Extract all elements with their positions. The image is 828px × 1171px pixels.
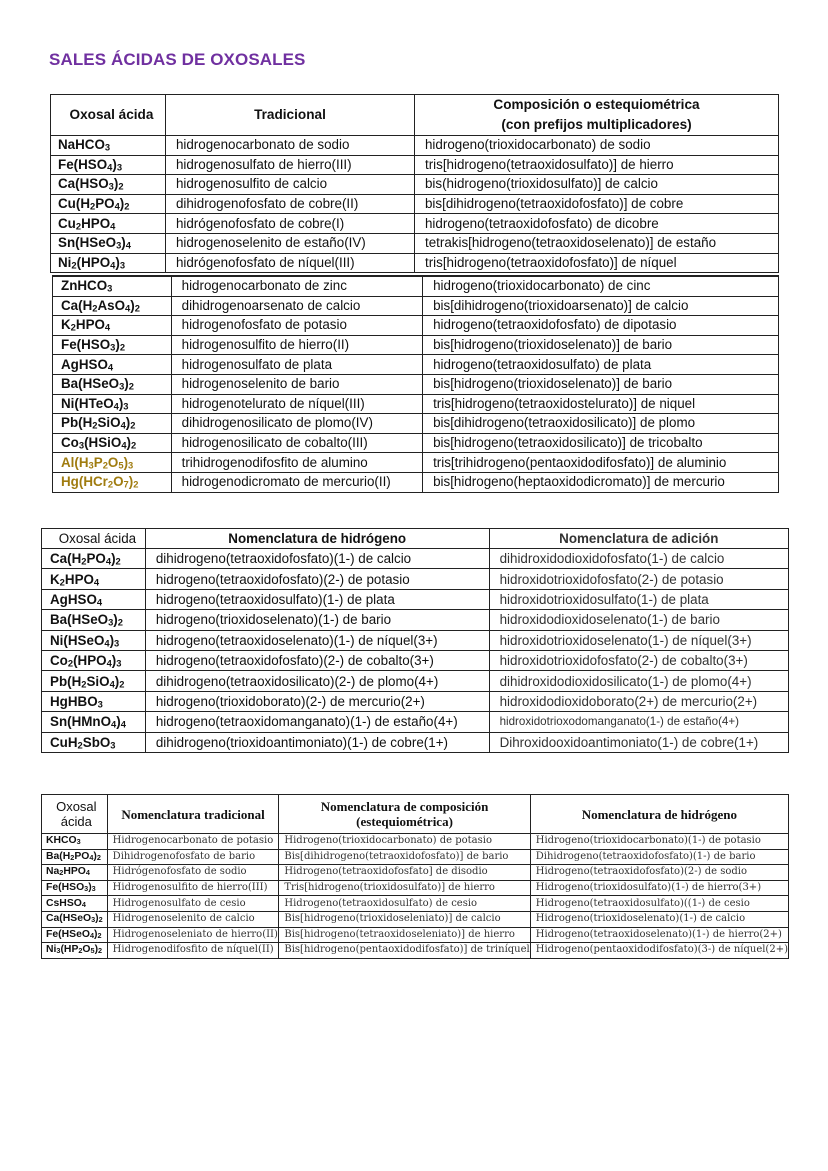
cell-composition-name: tetrakis[hidrogeno(tetraoxidoselenato)] de estaño bbox=[414, 233, 778, 253]
cell-traditional-name: trihidrogenodifosfito de alumino bbox=[171, 453, 422, 473]
table-traditional-composition-hydrogen bbox=[41, 794, 789, 959]
cell-formula: $Fe(HSO_3)_2$ bbox=[53, 335, 172, 355]
cell-addition-name: hidroxidotrioxodomanganato(1-) de estaño(4+) bbox=[489, 712, 788, 732]
table-row bbox=[53, 472, 779, 492]
table-row bbox=[53, 296, 779, 316]
cell-composition-name: hidrogeno(tetraoxidofosfato) de dicobre bbox=[414, 214, 778, 234]
cell-formula: $Sn(HMnO_4)_4$ bbox=[42, 712, 146, 732]
table-row bbox=[42, 896, 789, 912]
cell-traditional-name: Hidrogenocarbonato de potasio bbox=[107, 834, 279, 850]
cell-formula: $Na_2HPO_4$ bbox=[42, 865, 108, 881]
cell-composition-name: hidrogeno(trioxidocarbonato) de sodio bbox=[414, 136, 778, 156]
cell-hydrogen-name: Hidrogeno(pentaoxidodifosfato)(3-) de níquel(2+) bbox=[530, 943, 788, 959]
header-formula-line1: Oxosal bbox=[56, 799, 97, 814]
cell-addition-name: hidroxidotrioxidofosfato(2-) de cobalto(3+) bbox=[489, 650, 788, 670]
cell-composition-name: bis[hidrogeno(trioxidoselenato)] de bario bbox=[423, 374, 779, 394]
cell-composition-name: Bis[hidrogeno(tetraoxidoseleniato)] de hierro bbox=[279, 927, 530, 943]
cell-hydrogen-name: Hidrogeno(trioxidocarbonato)(1-) de potasio bbox=[530, 834, 788, 850]
cell-traditional-name: Hidrógenofosfato de sodio bbox=[107, 865, 279, 881]
table-row bbox=[53, 394, 779, 414]
table-row bbox=[42, 865, 789, 881]
cell-addition-name: Dihroxidooxidoantimoniato(1-) de cobre(1+) bbox=[489, 732, 788, 752]
cell-traditional-name: dihidrogenosilicato de plomo(IV) bbox=[171, 414, 422, 434]
cell-composition-name: bis[dihidrogeno(tetraoxidofosfato)] de cobre bbox=[414, 194, 778, 214]
cell-composition-name: tris[hidrogeno(tetraoxidosulfato)] de hierro bbox=[414, 155, 778, 175]
cell-formula: CsHSO$_4$ bbox=[42, 896, 108, 912]
cell-formula: $Ca(HSeO_3)_2$ bbox=[42, 911, 108, 927]
cell-traditional-name: Hidrogenodifosfito de níquel(II) bbox=[107, 943, 279, 959]
table-row bbox=[53, 374, 779, 394]
cell-hydrogen-name: Hidrogeno(trioxidosulfato)(1-) de hierro(3+) bbox=[530, 880, 788, 896]
header-composition bbox=[414, 95, 778, 136]
cell-traditional-name: Hidrogenoselenito de calcio bbox=[107, 911, 279, 927]
cell-composition-name: bis[hidrogeno(tetraoxidosilicato)] de tricobalto bbox=[423, 433, 779, 453]
table-row bbox=[42, 549, 789, 569]
cell-traditional-name: hidrogenotelurato de níquel(III) bbox=[171, 394, 422, 414]
cell-formula: $Pb(H_2SiO_4)_2$ bbox=[42, 671, 146, 691]
cell-hydrogen-name: hidrogeno(trioxidoborato)(2-) de mercurio(2+) bbox=[145, 691, 489, 711]
cell-traditional-name: Hidrogenoseleniato de hierro(II) bbox=[107, 927, 279, 943]
cell-formula: $Ni_2(HPO_4)_3$ bbox=[51, 253, 166, 273]
cell-hydrogen-name: hidrogeno(tetraoxidoselenato)(1-) de níquel(3+) bbox=[145, 630, 489, 650]
cell-composition-name: bis[dihidrogeno(tetraoxidosilicato)] de plomo bbox=[423, 414, 779, 434]
table-row bbox=[42, 691, 789, 711]
cell-composition-name: bis(hidrogeno(trioxidosulfato)] de calcio bbox=[414, 175, 778, 195]
table-row bbox=[42, 911, 789, 927]
cell-composition-name: hidrogeno(tetraoxidosulfato) de plata bbox=[423, 355, 779, 375]
cell-formula: $Co_2(HPO_4)_3$ bbox=[42, 650, 146, 670]
cell-formula: $KHCO_3$ bbox=[42, 834, 108, 850]
table-row bbox=[51, 136, 779, 156]
header-formula: Oxosal ácida bbox=[51, 95, 166, 136]
cell-formula: $Ca(H_2AsO_4)_2$ bbox=[53, 296, 172, 316]
header-traditional: Nomenclatura tradicional bbox=[107, 795, 279, 834]
table-row bbox=[53, 276, 779, 296]
cell-composition-name: Hidrogeno(trioxidocarbonato) de potasio bbox=[279, 834, 530, 850]
cell-composition-name: bis[dihidrogeno(trioxidoarsenato)] de calcio bbox=[423, 296, 779, 316]
table-row bbox=[53, 316, 779, 336]
cell-formula: $Ba(HSeO_3)_2$ bbox=[42, 610, 146, 630]
cell-composition-name: Hidrogeno(tetraoxidofosfato] de disodio bbox=[279, 865, 530, 881]
cell-formula: $Sn(HSeO_3)_4$ bbox=[51, 233, 166, 253]
cell-hydrogen-name: hidrogeno(tetraoxidofosfato)(2-) de potasio bbox=[145, 569, 489, 589]
cell-hydrogen-name: hidrogeno(tetraoxidosulfato)(1-) de plata bbox=[145, 589, 489, 609]
table-row bbox=[53, 453, 779, 473]
cell-hydrogen-name: Hidrogeno(tetraoxidoselenato)(1-) de hierro(2+) bbox=[530, 927, 788, 943]
header-formula bbox=[42, 795, 108, 834]
cell-formula: $Ni(HTeO_4)_3$ bbox=[53, 394, 172, 414]
cell-hydrogen-name: Hidrogeno(tetraoxidosulfato)((1-) de cesio bbox=[530, 896, 788, 912]
cell-formula: $Fe(HSeO_4)_2$ bbox=[42, 927, 108, 943]
cell-composition-name: Hidrogeno(tetraoxidosulfato) de cesio bbox=[279, 896, 530, 912]
cell-traditional-name: Hidrogenosulfito de hierro(III) bbox=[107, 880, 279, 896]
cell-composition-name: Bis[hidrogeno(trioxidoseleniato)] de calcio bbox=[279, 911, 530, 927]
cell-composition-name: Bis[hidrogeno(pentaoxidodifosfato)] de triníquel bbox=[279, 943, 530, 959]
cell-formula: $Co_3(HSiO_4)_2$ bbox=[53, 433, 172, 453]
cell-traditional-name: hidrogenoselenito de estaño(IV) bbox=[165, 233, 414, 253]
table-row bbox=[51, 233, 779, 253]
cell-addition-name: hidroxidotrioxidoselenato(1-) de níquel(3+) bbox=[489, 630, 788, 650]
cell-traditional-name: hidrógenofosfato de níquel(III) bbox=[165, 253, 414, 273]
table-row bbox=[51, 214, 779, 234]
table-row bbox=[51, 155, 779, 175]
table-row bbox=[53, 414, 779, 434]
cell-formula: $Al(H_3P_2O_5)_3$ bbox=[53, 453, 172, 473]
header-composition bbox=[279, 795, 530, 834]
cell-formula: $Ca(HSO_3)_2$ bbox=[51, 175, 166, 195]
table-traditional-composition bbox=[50, 94, 779, 273]
header-hydrogen: Nomenclatura de hidrógeno bbox=[145, 529, 489, 549]
table-row bbox=[51, 253, 779, 273]
table-row bbox=[42, 834, 789, 850]
cell-formula: CuH$_2$SbO$_3$ bbox=[42, 732, 146, 752]
cell-formula: $Ca(H_2PO_4)_2$ bbox=[42, 549, 146, 569]
cell-formula: $Cu_2HPO_4$ bbox=[51, 214, 166, 234]
cell-formula: $Ni(HSeO_4)_3$ bbox=[42, 630, 146, 650]
table-row bbox=[42, 849, 789, 865]
table-row bbox=[42, 943, 789, 959]
table-hydrogen-addition bbox=[41, 528, 789, 753]
cell-composition-name: bis[hidrogeno(trioxidoselenato)] de bario bbox=[423, 335, 779, 355]
cell-hydrogen-name: dihidrogeno(tetraoxidosilicato)(2-) de plomo(4+) bbox=[145, 671, 489, 691]
cell-traditional-name: hidrogenosulfato de hierro(III) bbox=[165, 155, 414, 175]
cell-traditional-name: dihidrogenoarsenato de calcio bbox=[171, 296, 422, 316]
header-composition-line2: (estequiométrica) bbox=[356, 814, 453, 829]
table-row bbox=[42, 589, 789, 609]
table-row bbox=[53, 335, 779, 355]
cell-traditional-name: hidrogenodicromato de mercurio(II) bbox=[171, 472, 422, 492]
cell-formula: $Hg(HCr_2O_7)_2$ bbox=[53, 472, 172, 492]
header-formula-line2: ácida bbox=[60, 814, 92, 829]
table-row bbox=[42, 712, 789, 732]
cell-traditional-name: hidrogenoselenito de bario bbox=[171, 374, 422, 394]
table-row bbox=[42, 650, 789, 670]
cell-composition-name: tris[hidrogeno(tetraoxidofosfato)] de níquel bbox=[414, 253, 778, 273]
cell-addition-name: dihidroxidodioxidosilicato(1-) de plomo(4+) bbox=[489, 671, 788, 691]
cell-formula: $K_2HPO_4$ bbox=[42, 569, 146, 589]
table-row bbox=[51, 175, 779, 195]
cell-composition-name: Tris[hidrogeno(trioxidosulfato)] de hierro bbox=[279, 880, 530, 896]
table-traditional-composition-continued bbox=[52, 275, 779, 493]
cell-composition-name: tris[trihidrogeno(pentaoxidodifosfato)] de aluminio bbox=[423, 453, 779, 473]
cell-hydrogen-name: hidrogeno(trioxidoselenato)(1-) de bario bbox=[145, 610, 489, 630]
header-traditional: Tradicional bbox=[165, 95, 414, 136]
cell-formula: $Ba(HSeO_3)_2$ bbox=[53, 374, 172, 394]
cell-formula: $Cu(H_2PO_4)_2$ bbox=[51, 194, 166, 214]
cell-formula: NaHCO$_3$ bbox=[51, 136, 166, 156]
header-addition: Nomenclatura de adición bbox=[489, 529, 788, 549]
cell-hydrogen-name: Hidrogeno(trioxidoselenato)(1-) de calcio bbox=[530, 911, 788, 927]
table-row bbox=[42, 610, 789, 630]
cell-composition-name: bis[hidrogeno(heptaoxidodicromato)] de mercurio bbox=[423, 472, 779, 492]
cell-addition-name: dihidroxidodioxidofosfato(1-) de calcio bbox=[489, 549, 788, 569]
cell-traditional-name: Dihidrogenofosfato de bario bbox=[107, 849, 279, 865]
cell-composition-name: Bis[dihidrogeno(tetraoxidofosfato)] de bario bbox=[279, 849, 530, 865]
header-hydrogen: Nomenclatura de hidrógeno bbox=[530, 795, 788, 834]
table-header-row bbox=[42, 529, 789, 549]
cell-traditional-name: hidrogenocarbonato de zinc bbox=[171, 276, 422, 296]
header-formula: Oxosal ácida bbox=[42, 529, 146, 549]
cell-addition-name: hidroxidotrioxidofosfato(2-) de potasio bbox=[489, 569, 788, 589]
cell-traditional-name: Hidrogenosulfato de cesio bbox=[107, 896, 279, 912]
cell-hydrogen-name: hidrogeno(tetraoxidomanganato)(1-) de estaño(4+) bbox=[145, 712, 489, 732]
cell-formula: $K_2HPO_4$ bbox=[53, 316, 172, 336]
cell-hydrogen-name: hidrogeno(tetraoxidofosfato)(2-) de cobalto(3+) bbox=[145, 650, 489, 670]
cell-formula: $Ni_3(HP_2O_5)_2$ bbox=[42, 943, 108, 959]
cell-formula: $Fe(HSO_3)_3$ bbox=[42, 880, 108, 896]
cell-traditional-name: hidrogenocarbonato de sodio bbox=[165, 136, 414, 156]
table-row bbox=[42, 630, 789, 650]
cell-traditional-name: hidrogenofosfato de potasio bbox=[171, 316, 422, 336]
header-composition-line2: (con prefijos multiplicadores) bbox=[501, 117, 692, 132]
cell-addition-name: hidroxidodioxidoselenato(1-) de bario bbox=[489, 610, 788, 630]
cell-traditional-name: hidrogenosulfito de calcio bbox=[165, 175, 414, 195]
header-composition-line1: Nomenclatura de composición bbox=[320, 799, 489, 814]
cell-formula: HgHBO$_3$ bbox=[42, 691, 146, 711]
cell-composition-name: tris[hidrogeno(tetraoxidostelurato)] de niquel bbox=[423, 394, 779, 414]
cell-traditional-name: hidrogenosulfato de plata bbox=[171, 355, 422, 375]
header-composition-line1: Composición o estequiométrica bbox=[493, 97, 700, 112]
cell-hydrogen-name: Hidrogeno(tetraoxidofosfato)(2-) de sodio bbox=[530, 865, 788, 881]
table-row bbox=[42, 671, 789, 691]
table-row bbox=[51, 194, 779, 214]
table-row bbox=[42, 880, 789, 896]
page-title: SALES ÁCIDAS DE OXOSALES bbox=[49, 50, 306, 69]
table-header-row bbox=[51, 95, 779, 136]
table-row bbox=[42, 732, 789, 752]
cell-composition-name: hidrogeno(trioxidocarbonato) de cinc bbox=[423, 276, 779, 296]
cell-traditional-name: hidrógenofosfato de cobre(I) bbox=[165, 214, 414, 234]
table-header-row bbox=[42, 795, 789, 834]
cell-traditional-name: hidrogenosilicato de cobalto(III) bbox=[171, 433, 422, 453]
cell-formula: ZnHCO$_3$ bbox=[53, 276, 172, 296]
cell-traditional-name: hidrogenosulfito de hierro(II) bbox=[171, 335, 422, 355]
cell-formula: $Ba(H_2PO_4)_2$ bbox=[42, 849, 108, 865]
cell-addition-name: hidroxidodioxidoborato(2+) de mercurio(2+) bbox=[489, 691, 788, 711]
cell-hydrogen-name: dihidrogeno(trioxidoantimoniato)(1-) de cobre(1+) bbox=[145, 732, 489, 752]
cell-hydrogen-name: Dihidrogeno(tetraoxidofosfato)(1-) de bario bbox=[530, 849, 788, 865]
table-row bbox=[53, 355, 779, 375]
cell-formula: $Fe(HSO_4)_3$ bbox=[51, 155, 166, 175]
cell-traditional-name: dihidrogenofosfato de cobre(II) bbox=[165, 194, 414, 214]
table-row bbox=[42, 569, 789, 589]
cell-hydrogen-name: dihidrogeno(tetraoxidofosfato)(1-) de calcio bbox=[145, 549, 489, 569]
cell-formula: AgHSO$_4$ bbox=[53, 355, 172, 375]
cell-composition-name: hidrogeno(tetraoxidofosfato) de dipotasio bbox=[423, 316, 779, 336]
cell-formula: $Pb(H_2SiO_4)_2$ bbox=[53, 414, 172, 434]
cell-addition-name: hidroxidotrioxidosulfato(1-) de plata bbox=[489, 589, 788, 609]
table-row bbox=[53, 433, 779, 453]
cell-formula: AgHSO$_4$ bbox=[42, 589, 146, 609]
table-row bbox=[42, 927, 789, 943]
